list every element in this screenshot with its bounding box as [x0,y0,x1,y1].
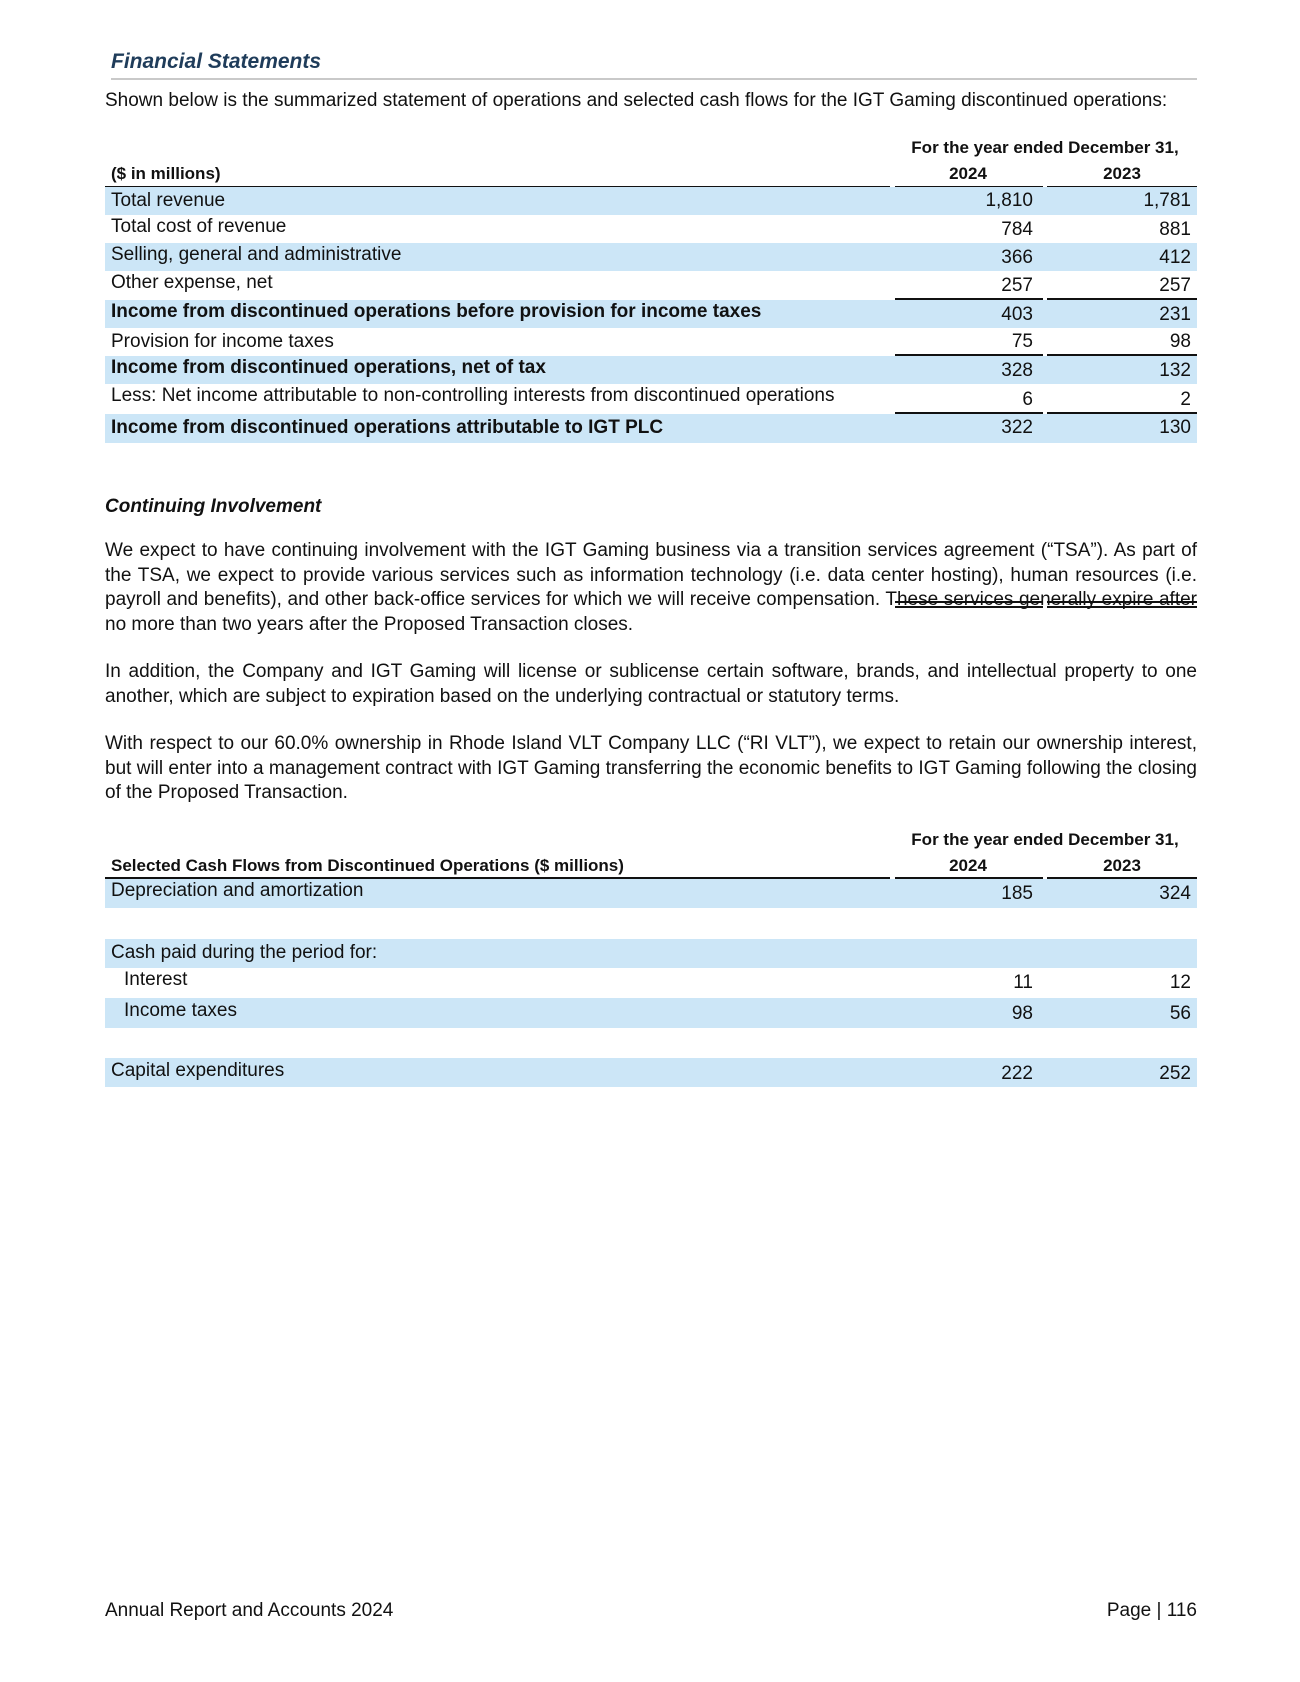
table-row [105,187,1197,215]
value-2024: 75 [1011,331,1033,352]
table-row [105,356,1197,384]
table-row [105,215,1197,243]
value-2023: 12 [1169,972,1191,993]
row-label: Interest [124,969,188,990]
continuing-paragraph-1: We expect to have continuing involvement with the IGT Gaming business via a transition services agreement (“TSA”). As part of the TSA, we expect to provide various services such as information technology (i.e. data center hosting), human resources (i.e. payroll and benefits), and other back-office services for which we will receive compensation. These services generally expire after no more than two years after the Proposed Transaction closes. [105,540,1197,635]
document-page [105,0,1197,1682]
value-2023: 56 [1169,1003,1191,1024]
row-label: Depreciation and amortization [111,880,364,901]
value-2024: 366 [1001,247,1033,268]
value-2023: 231 [1159,304,1191,325]
value-2024: 328 [1001,360,1033,381]
value-2023: 1,781 [1143,190,1191,211]
period-header: For the year ended December 31, [911,830,1179,849]
row-label: Selling, general and administrative [111,244,402,265]
value-2023: 252 [1159,1063,1191,1084]
value-2024: 185 [1001,883,1033,904]
value-2023: 257 [1159,275,1191,296]
table-row [105,300,1197,328]
section-header [111,46,1197,80]
value-2024: 1,810 [985,190,1033,211]
continuing-involvement-heading: Continuing Involvement [105,496,322,517]
value-2023: 98 [1169,331,1191,352]
value-2024: 257 [1001,275,1033,296]
value-2023: 2 [1180,389,1191,410]
row-label: Income taxes [124,1000,237,1021]
column-header-2023: 2023 [1103,856,1141,875]
intro-paragraph: Shown below is the summarized statement of operations and selected cash flows for the IGT Gaming discontinued operations: [105,90,1168,111]
continuing-paragraph-3: With respect to our 60.0% ownership in Rhode Island VLT Company LLC (“RI VLT”), we expect to retain our ownership interest, but will enter into a management contract with IGT Gaming transferring the economic benefits to IGT Gaming following the closing of the Proposed Transaction. [105,733,1197,803]
row-label: Capital expenditures [111,1060,285,1081]
value-2024: 222 [1001,1063,1033,1084]
cash-table-title: Selected Cash Flows from Discontinued Operations ($ millions) [111,856,624,875]
row-label: Provision for income taxes [111,331,334,352]
table-row [105,998,1197,1028]
table-row [105,1058,1197,1087]
table-row [105,328,1197,356]
row-label: Less: Net income attributable to non-controlling interests from discontinued operations [111,385,835,406]
column-header-2023: 2023 [1103,164,1141,183]
table-row [105,271,1197,300]
table-row [105,414,1197,443]
value-2023: 130 [1159,417,1191,438]
table-row [105,243,1197,271]
value-2024: 322 [1001,417,1033,438]
value-2024: 98 [1011,1003,1033,1024]
unit-label: ($ in millions) [111,164,221,183]
table-row [105,939,1197,968]
footer-page-number: Page | 116 [1106,1600,1197,1621]
value-2023: 881 [1159,219,1191,240]
value-2023: 324 [1159,883,1191,904]
row-label: Total revenue [111,190,226,211]
row-label: Total cost of revenue [111,216,287,237]
page-title: Financial Statements [111,50,322,73]
continuing-paragraph-2: In addition, the Company and IGT Gaming will license or sublicense certain software, brands, and intellectual property to one another, which are subject to expiration based on the underlying contractual or statutory terms. [105,661,1197,707]
operations-table [105,137,1197,443]
period-header: For the year ended December 31, [911,138,1179,157]
value-2024: 11 [1013,972,1033,993]
value-2024: 6 [1022,389,1033,410]
table-row [105,968,1197,998]
row-label: Income from discontinued operations attributable to IGT PLC [111,417,664,438]
footer-report-title: Annual Report and Accounts 2024 [105,1600,394,1621]
cash-flows-table [105,829,1197,1087]
value-2023: 132 [1159,360,1191,381]
row-label: Other expense, net [111,272,273,293]
table-row [105,384,1197,414]
row-label: Income from discontinued operations, net of tax [111,357,546,378]
column-header-2024: 2024 [949,856,987,875]
row-label: Cash paid during the period for: [111,942,378,963]
row-label: Income from discontinued operations before provision for income taxes [111,301,762,322]
value-2023: 412 [1159,247,1191,268]
value-2024: 784 [1001,219,1033,240]
value-2024: 403 [1001,304,1033,325]
table-row [105,879,1197,908]
column-header-2024: 2024 [949,164,987,183]
